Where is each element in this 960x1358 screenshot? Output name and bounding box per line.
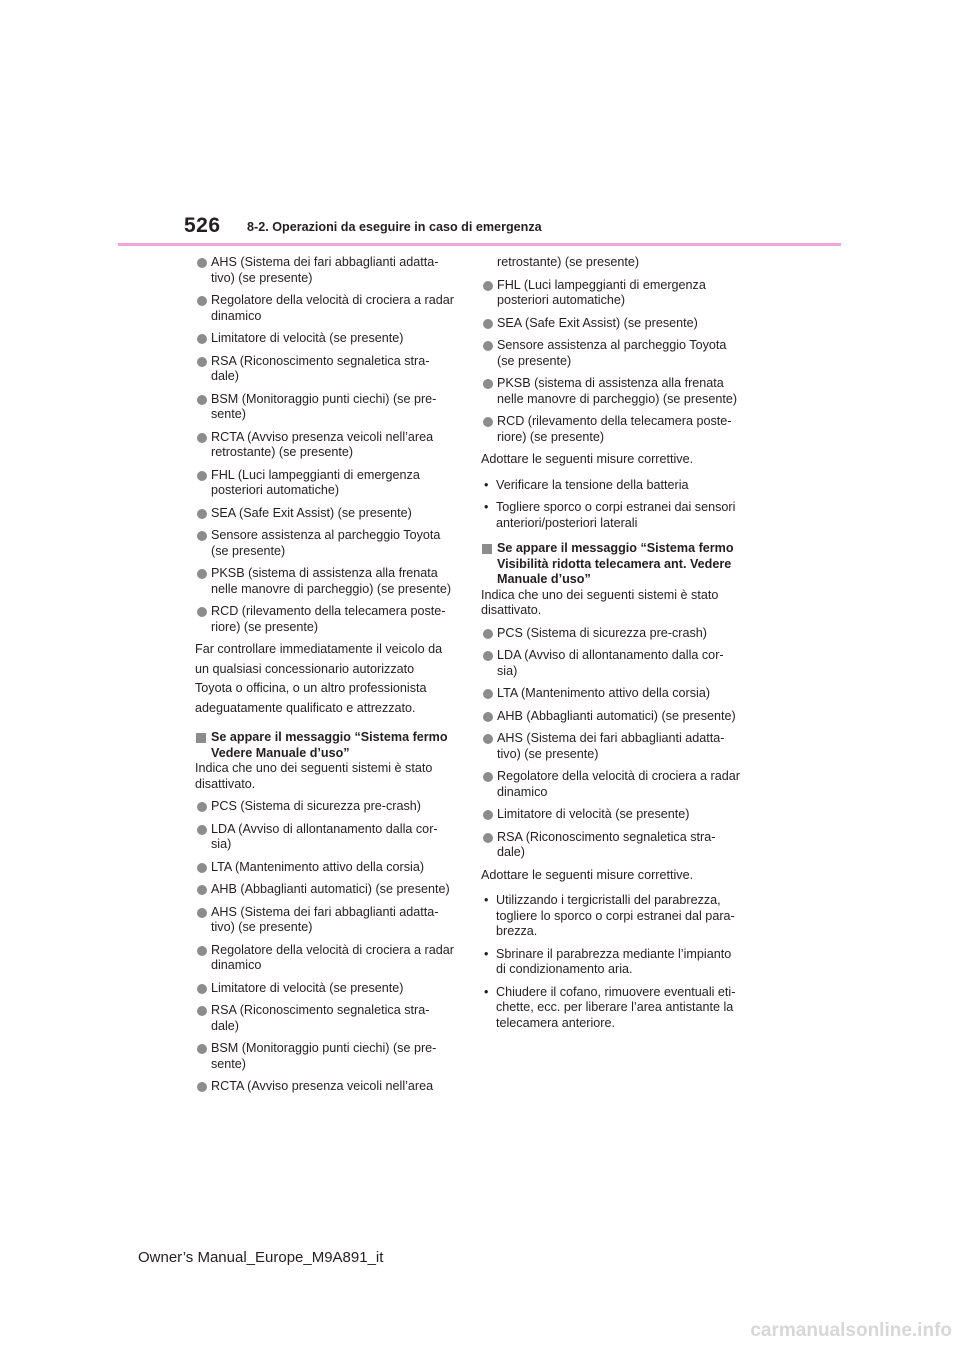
dash-item	[481, 985, 743, 1032]
bullet-item	[195, 981, 457, 997]
bullet-text: PCS (Sistema di sicurezza pre-crash)	[211, 799, 421, 813]
dash-bullet-icon: •	[484, 500, 489, 514]
bullet-item	[195, 882, 457, 898]
bullet-list	[195, 799, 457, 1095]
footer-text: Owner’s Manual_Europe_M9A891_it	[138, 1249, 384, 1266]
bullet-text: AHS (Sistema dei fari abbaglianti adatta- tivo) (se presente)	[211, 255, 439, 285]
dash-text: Utilizzando i tergicristalli del parabrezza, togliere lo sporco o corpi estranei dal para- brezza.	[496, 893, 735, 938]
section-heading	[195, 730, 457, 761]
section-heading-text: Se appare il messaggio “Sistema fermo Visibilità ridotta telecamera ant. Vedere Manuale d’uso”	[497, 541, 734, 586]
round-bullet-icon	[197, 1044, 207, 1054]
bullet-item	[195, 905, 457, 936]
round-bullet-icon	[197, 395, 207, 405]
bullet-item	[195, 354, 457, 385]
dash-item	[481, 947, 743, 978]
note-line: adeguatamente qualificato e attrezzato.	[195, 700, 416, 715]
round-bullet-icon	[483, 417, 493, 427]
bullet-text: RCD (rilevamento della telecamera poste- riore) (se presente)	[497, 414, 732, 444]
round-bullet-icon	[197, 509, 207, 519]
round-bullet-icon	[197, 471, 207, 481]
bullet-text: PKSB (sistema di assistenza alla frenata nelle manovre di parcheggio) (se presente)	[211, 566, 452, 596]
bullet-item	[195, 255, 457, 286]
round-bullet-icon	[483, 810, 493, 820]
section-heading-text: Se appare il messaggio “Sistema fermo Vedere Manuale d’uso”	[211, 730, 448, 760]
bullet-item	[195, 430, 457, 461]
dash-bullet-icon: •	[484, 893, 489, 907]
round-bullet-icon	[197, 531, 207, 541]
dash-list	[481, 478, 743, 532]
dash-bullet-icon: •	[484, 984, 489, 999]
round-bullet-icon	[483, 734, 493, 744]
bullet-text: Limitatore di velocità (se presente)	[211, 980, 404, 995]
round-bullet-icon	[483, 281, 493, 291]
round-bullet-icon	[197, 296, 207, 306]
bullet-item	[195, 799, 457, 815]
round-bullet-icon	[197, 863, 207, 873]
bullet-text: FHL (Luci lampeggianti di emergenza posteriori automatiche)	[211, 467, 420, 497]
bullet-item	[195, 331, 457, 347]
dash-item	[481, 500, 743, 531]
bullet-list	[481, 626, 743, 861]
bullet-item	[195, 860, 457, 876]
bullet-item	[195, 566, 457, 597]
round-bullet-icon	[483, 689, 493, 699]
section-heading	[481, 541, 743, 588]
bullet-item	[195, 293, 457, 324]
note-line: Far controllare immediatamente il veicolo da	[195, 642, 443, 656]
dash-text: Verificare la tensione della batteria	[496, 477, 689, 492]
bullet-text: RSA (Riconoscimento segnaletica stra- dale)	[497, 829, 716, 859]
round-bullet-icon	[197, 802, 207, 812]
dash-item	[481, 478, 743, 494]
dash-bullet-icon: •	[484, 946, 489, 961]
bullet-item	[195, 392, 457, 423]
bullet-text: AHS (Sistema dei fari abbaglianti adatta- tivo) (se presente)	[497, 731, 725, 761]
left-column	[195, 255, 457, 1102]
bullet-text: AHB (Abbaglianti automatici) (se presente)	[211, 882, 450, 896]
bullet-text: Regolatore della velocità di crociera a radar dinamico	[497, 769, 740, 799]
bullet-item	[195, 943, 457, 974]
dash-text: Sbrinare il parabrezza mediante l’impianto di condizionamento aria.	[496, 946, 732, 976]
intro-text: Indica che uno dei seguenti sistemi è stato disattivato.	[481, 587, 719, 617]
note-line: un qualsiasi concessionario autorizzato	[195, 661, 415, 676]
bullet-text: BSM (Monitoraggio punti ciechi) (se pre- sente)	[211, 391, 437, 421]
continuation-text: retrostante) (se presente)	[497, 255, 640, 269]
bullet-item	[195, 604, 457, 635]
bullet-item	[481, 686, 743, 702]
bullet-item	[195, 1079, 457, 1095]
dash-item	[481, 893, 743, 940]
bullet-text: RCD (rilevamento della telecamera poste- riore) (se presente)	[211, 604, 446, 634]
bullet-item	[195, 468, 457, 499]
bullet-item	[195, 1003, 457, 1034]
right-column	[481, 255, 743, 1038]
bullet-item	[481, 626, 743, 642]
round-bullet-icon	[197, 334, 207, 344]
bullet-item	[195, 822, 457, 853]
round-bullet-icon	[197, 825, 207, 835]
dash-bullet-icon: •	[484, 477, 489, 492]
page-number: 526	[184, 214, 221, 237]
bullet-item	[481, 376, 743, 407]
bullet-item	[481, 278, 743, 309]
bullet-text: Limitatore di velocità (se presente)	[211, 331, 404, 345]
note-paragraph	[195, 642, 457, 716]
round-bullet-icon	[483, 629, 493, 639]
bullet-item	[195, 506, 457, 522]
bullet-text: LDA (Avviso di allontanamento dalla cor- sia)	[211, 821, 438, 851]
bullet-item	[481, 830, 743, 861]
dash-list	[481, 893, 743, 1031]
round-bullet-icon	[197, 984, 207, 994]
note-line: Toyota o officina, o un altro professionista	[195, 681, 427, 695]
bullet-list	[481, 278, 743, 446]
round-bullet-icon	[197, 357, 207, 367]
round-bullet-icon	[483, 341, 493, 351]
bullet-list	[195, 255, 457, 635]
header-rule	[118, 243, 841, 246]
bullet-text: RCTA (Avviso presenza veicoli nell’area retrostante) (se presente)	[211, 429, 434, 459]
bullet-text: Sensore assistenza al parcheggio Toyota (se presente)	[497, 338, 727, 368]
bullet-text: PCS (Sistema di sicurezza pre-crash)	[497, 625, 707, 640]
round-bullet-icon	[197, 885, 207, 895]
round-bullet-icon	[483, 712, 493, 722]
bullet-item	[195, 528, 457, 559]
bullet-text: Sensore assistenza al parcheggio Toyota (se presente)	[211, 528, 441, 558]
bullet-text: SEA (Safe Exit Assist) (se presente)	[211, 505, 412, 520]
round-bullet-icon	[483, 833, 493, 843]
bullet-text: RSA (Riconoscimento segnaletica stra- dale)	[211, 353, 430, 383]
bullet-item	[195, 1041, 457, 1072]
round-bullet-icon	[197, 258, 207, 268]
square-bullet-icon	[196, 733, 206, 743]
section-title: 8-2. Operazioni da eseguire in caso di emergenza	[247, 220, 542, 234]
bullet-text: AHS (Sistema dei fari abbaglianti adatta- tivo) (se presente)	[211, 904, 439, 934]
action-intro: Adottare le seguenti misure correttive.	[481, 452, 694, 466]
bullet-text: SEA (Safe Exit Assist) (se presente)	[497, 315, 698, 330]
bullet-text: LDA (Avviso di allontanamento dalla cor- sia)	[497, 648, 724, 678]
intro-text: Indica che uno dei seguenti sistemi è stato disattivato.	[195, 761, 433, 791]
round-bullet-icon	[197, 433, 207, 443]
action-intro: Adottare le seguenti misure correttive.	[481, 867, 694, 882]
bullet-text: LTA (Mantenimento attivo della corsia)	[211, 859, 425, 874]
round-bullet-icon	[483, 379, 493, 389]
bullet-item	[481, 414, 743, 445]
round-bullet-icon	[483, 651, 493, 661]
bullet-item	[481, 316, 743, 332]
bullet-text: RCTA (Avviso presenza veicoli nell’area	[211, 1079, 434, 1093]
bullet-text: Regolatore della velocità di crociera a radar dinamico	[211, 942, 454, 972]
round-bullet-icon	[197, 946, 207, 956]
round-bullet-icon	[197, 1006, 207, 1016]
watermark: carmanualsonline.info	[750, 1320, 952, 1341]
bullet-item	[481, 709, 743, 725]
bullet-item	[481, 338, 743, 369]
round-bullet-icon	[197, 1082, 207, 1092]
round-bullet-icon	[483, 319, 493, 329]
dash-text: Chiudere il cofano, rimuovere eventuali eti- chette, ecc. per liberare l’area antistante la telecamera anteriore.	[496, 984, 736, 1030]
bullet-text: AHB (Abbaglianti automatici) (se presente)	[497, 708, 736, 723]
bullet-item	[481, 769, 743, 800]
bullet-item	[481, 648, 743, 679]
round-bullet-icon	[197, 908, 207, 918]
bullet-text: BSM (Monitoraggio punti ciechi) (se pre- sente)	[211, 1041, 437, 1071]
bullet-item	[481, 807, 743, 823]
bullet-text: Limitatore di velocità (se presente)	[497, 807, 690, 821]
dash-text: Togliere sporco o corpi estranei dai sensori anteriori/posteriori laterali	[496, 500, 736, 530]
bullet-item	[481, 731, 743, 762]
round-bullet-icon	[197, 607, 207, 617]
round-bullet-icon	[483, 772, 493, 782]
round-bullet-icon	[197, 569, 207, 579]
bullet-text: PKSB (sistema di assistenza alla frenata nelle manovre di parcheggio) (se presente)	[497, 376, 738, 406]
bullet-text: FHL (Luci lampeggianti di emergenza posteriori automatiche)	[497, 277, 706, 307]
bullet-text: Regolatore della velocità di crociera a radar dinamico	[211, 293, 454, 323]
bullet-text: LTA (Mantenimento attivo della corsia)	[497, 686, 711, 700]
bullet-text: RSA (Riconoscimento segnaletica stra- dale)	[211, 1003, 430, 1033]
square-bullet-icon	[482, 544, 492, 554]
